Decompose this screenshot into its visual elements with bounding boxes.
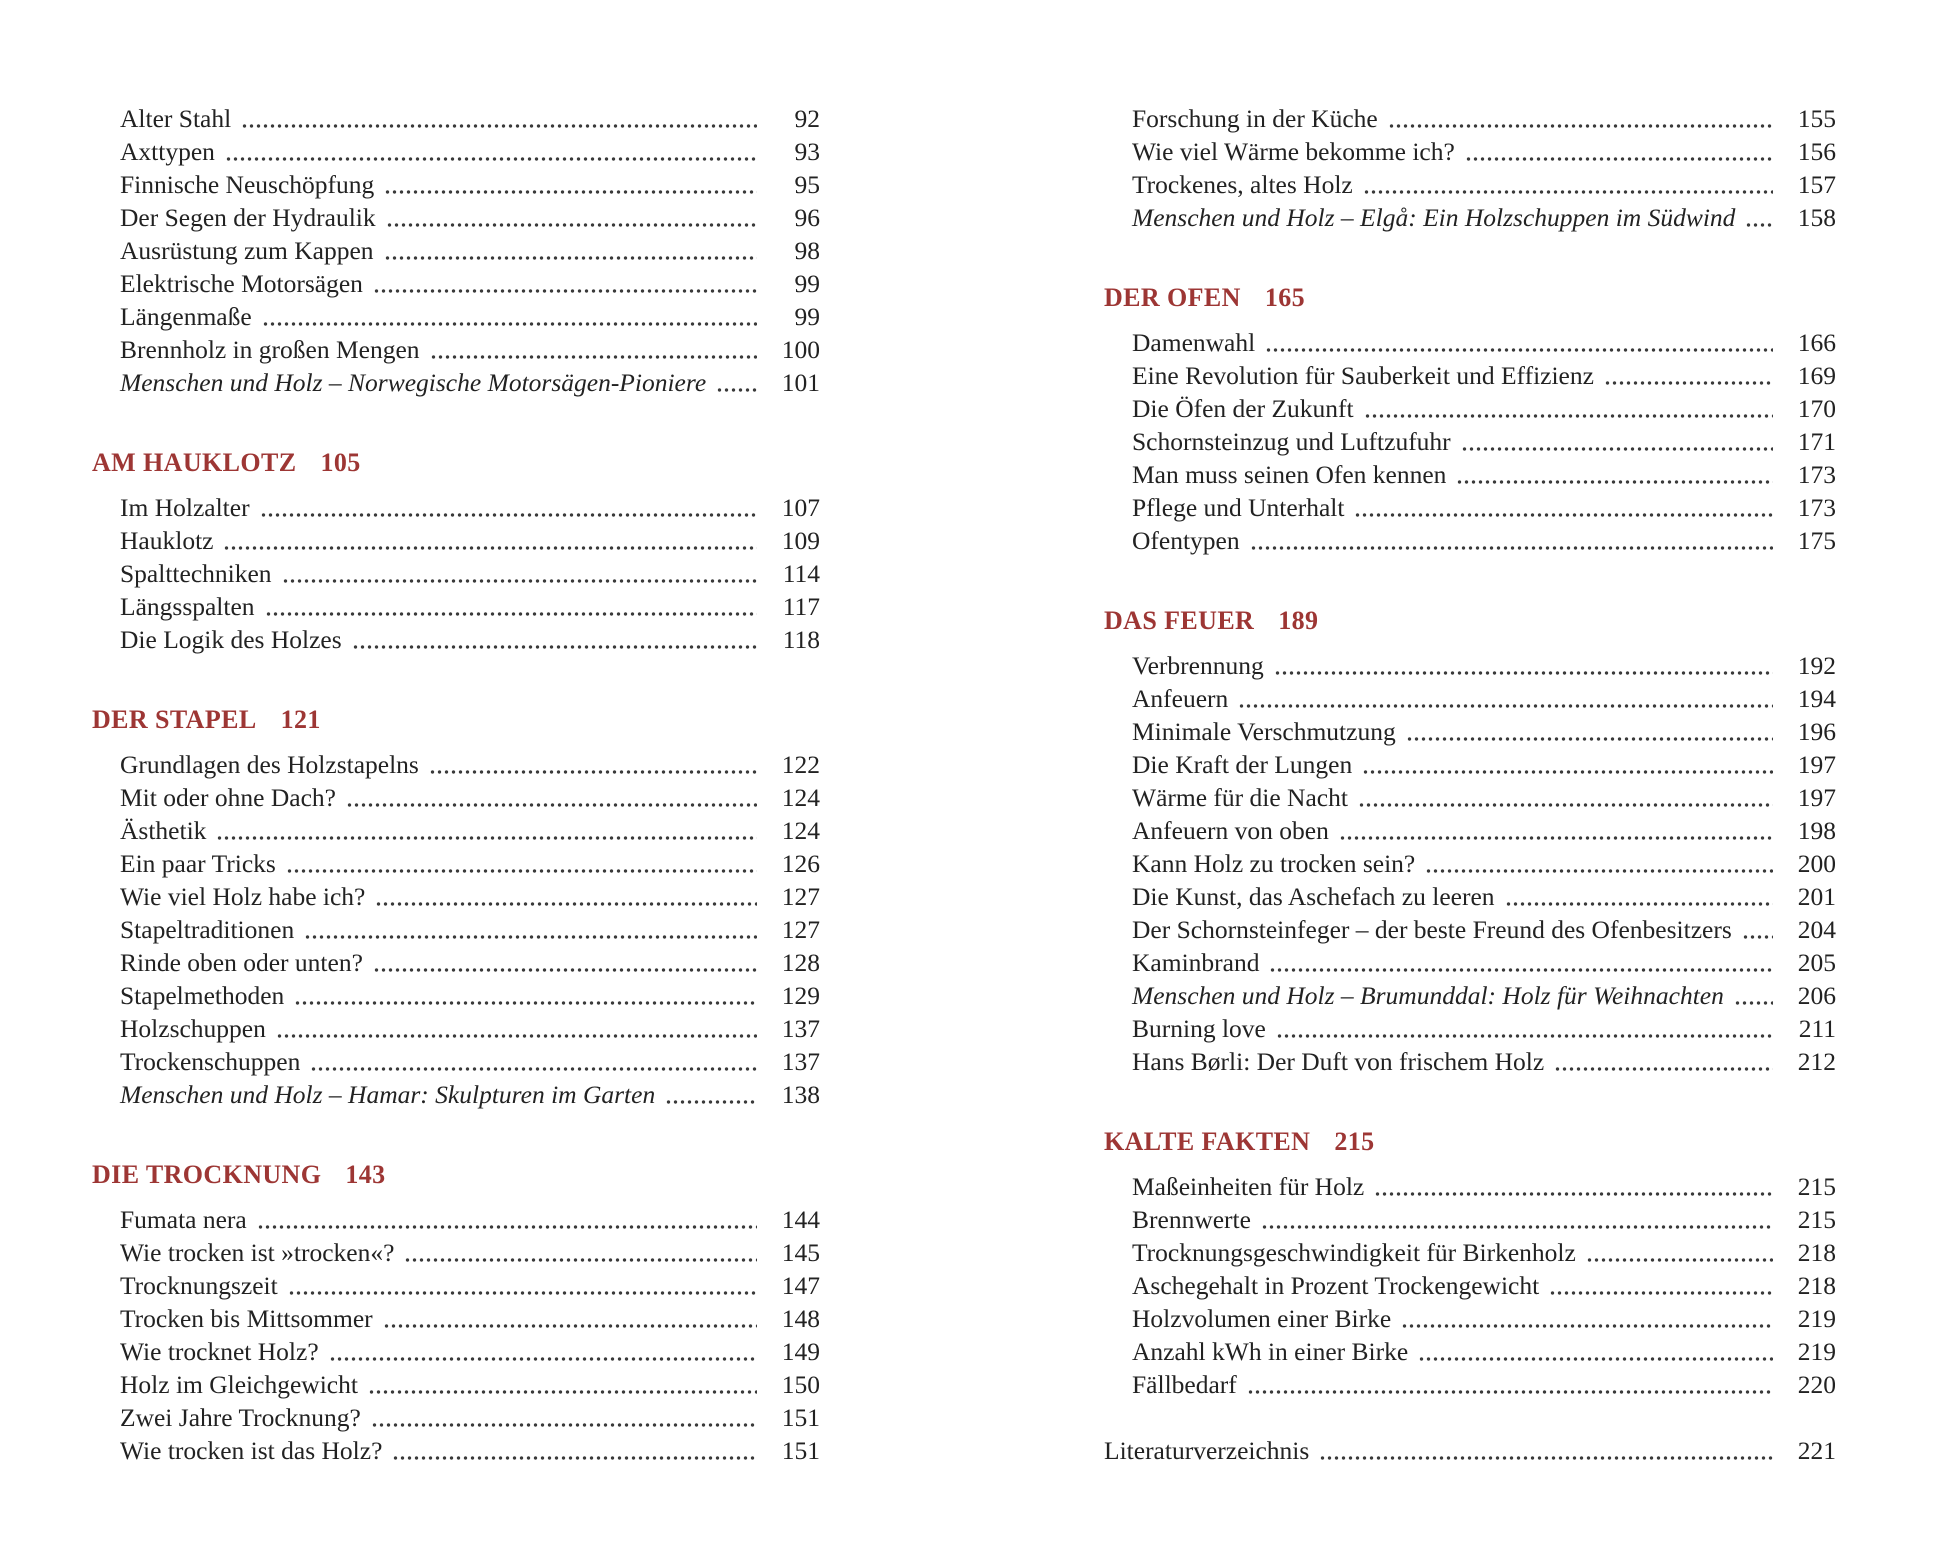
toc-entry	[1104, 781, 1836, 814]
toc-entry	[92, 748, 820, 781]
dotted-leader	[386, 223, 757, 227]
dotted-leader	[1358, 803, 1773, 807]
dotted-leader	[1364, 414, 1773, 418]
toc-entry-label: Die Öfen der Zukunft	[1132, 394, 1354, 423]
toc-entry-label: Fumata nera	[120, 1205, 247, 1234]
toc-section-items	[92, 1203, 820, 1467]
toc-entry	[1104, 1434, 1836, 1467]
toc-entry-page-number: 137	[781, 1047, 820, 1076]
toc-entry	[1104, 135, 1836, 168]
dotted-leader	[1388, 124, 1773, 128]
dotted-leader	[373, 289, 757, 293]
toc-entry-page-number: 118	[782, 625, 820, 654]
toc-entry	[92, 135, 820, 168]
dotted-leader	[260, 513, 757, 517]
toc-section-header	[92, 703, 820, 736]
dotted-leader	[1425, 869, 1773, 873]
toc-section-header	[1104, 604, 1836, 637]
toc-entry	[1104, 326, 1836, 359]
toc-entry-page-number: 201	[1797, 882, 1836, 911]
toc-entry	[92, 847, 820, 880]
toc-entry-page-number: 218	[1797, 1271, 1836, 1300]
toc-entry	[1104, 1335, 1836, 1368]
toc-section-title: DAS FEUER	[1104, 606, 1255, 635]
dotted-leader	[1554, 1067, 1773, 1071]
toc-entry-page-number: 145	[781, 1238, 820, 1267]
toc-item-group	[1104, 102, 1836, 234]
toc-entry-label: Der Schornsteinfeger – der beste Freund des Ofenbesitzers	[1132, 915, 1732, 944]
toc-entry	[92, 623, 820, 656]
dotted-leader	[665, 1100, 757, 1104]
toc-entry-label: Alter Stahl	[120, 104, 232, 133]
toc-entry	[92, 880, 820, 913]
toc-entry	[1104, 1045, 1836, 1078]
toc-entry-page-number: 194	[1797, 684, 1836, 713]
toc-section-title: DER STAPEL	[92, 705, 257, 734]
toc-entry	[1104, 649, 1836, 682]
toc-entry-label: Die Kunst, das Aschefach zu leeren	[1132, 882, 1495, 911]
toc-entry	[92, 201, 820, 234]
dotted-leader	[1742, 935, 1773, 939]
toc-entry-page-number: 151	[781, 1436, 820, 1465]
toc-entry	[1104, 715, 1836, 748]
toc-entry-page-number: 221	[1797, 1436, 1836, 1465]
toc-entry-page-number: 173	[1797, 493, 1836, 522]
toc-entry-page-number: 114	[782, 559, 820, 588]
toc-entry	[92, 168, 820, 201]
toc-entry-page-number: 109	[781, 526, 820, 555]
toc-entry	[92, 366, 820, 399]
toc-entry-label: Menschen und Holz – Elgå: Ein Holzschuppen im Südwind	[1132, 203, 1736, 232]
toc-entry-label: Man muss seinen Ofen kennen	[1132, 460, 1447, 489]
toc-entry-page-number: 158	[1797, 203, 1836, 232]
toc-entry-page-number: 212	[1797, 1047, 1836, 1076]
toc-entry	[92, 1302, 820, 1335]
toc-section-items	[92, 491, 820, 656]
toc-entry	[92, 102, 820, 135]
toc-entry-label: Literaturverzeichnis	[1104, 1436, 1310, 1465]
toc-section-page-number: 143	[345, 1160, 386, 1189]
toc-entry-label: Spalttechniken	[120, 559, 272, 588]
dotted-leader	[262, 322, 757, 326]
toc-entry-label: Fällbedarf	[1132, 1370, 1237, 1399]
dotted-leader	[1418, 1357, 1773, 1361]
toc-entry-label: Stapeltraditionen	[120, 915, 295, 944]
dotted-leader	[430, 355, 757, 359]
toc-entry	[92, 1401, 820, 1434]
dotted-leader	[1269, 968, 1773, 972]
toc-entry	[1104, 1368, 1836, 1401]
toc-entry	[92, 1269, 820, 1302]
toc-entry-label: Hauklotz	[120, 526, 214, 555]
toc-section-title: DIE TROCKNUNG	[92, 1160, 322, 1189]
toc-entry-label: Trockenes, altes Holz	[1132, 170, 1353, 199]
dotted-leader	[225, 157, 757, 161]
toc-entry	[92, 1236, 820, 1269]
toc-entry-label: Menschen und Holz – Hamar: Skulpturen im Garten	[120, 1080, 656, 1109]
dotted-leader	[1374, 1192, 1773, 1196]
toc-entry-label: Kaminbrand	[1132, 948, 1260, 977]
toc-entry-label: Axttypen	[120, 137, 215, 166]
toc-entry	[92, 300, 820, 333]
toc-entry	[1104, 168, 1836, 201]
toc-entry-page-number: 137	[781, 1014, 820, 1043]
toc-entry-page-number: 117	[782, 592, 820, 621]
toc-section-page-number: 121	[280, 705, 321, 734]
toc-entry-label: Rinde oben oder unten?	[120, 948, 363, 977]
toc-entry-label: Stapelmethoden	[120, 981, 285, 1010]
toc-entry-label: Trocknungszeit	[120, 1271, 278, 1300]
toc-entry	[1104, 1302, 1836, 1335]
toc-entry-page-number: 219	[1797, 1304, 1836, 1333]
toc-entry-label: Burning love	[1132, 1014, 1266, 1043]
toc-entry-label: Wie trocknet Holz?	[120, 1337, 319, 1366]
toc-left-column	[92, 102, 820, 1467]
dotted-leader	[384, 190, 757, 194]
toc-entry-page-number: 157	[1797, 170, 1836, 199]
toc-entry-page-number: 215	[1797, 1205, 1836, 1234]
toc-section-title: DER OFEN	[1104, 283, 1241, 312]
toc-entry-page-number: 96	[794, 203, 820, 232]
toc-entry	[92, 557, 820, 590]
dotted-leader	[1734, 1001, 1773, 1005]
dotted-leader	[1238, 704, 1773, 708]
toc-entry	[1104, 946, 1836, 979]
toc-entry-label: Brennwerte	[1132, 1205, 1251, 1234]
dotted-leader	[1461, 447, 1773, 451]
toc-entry	[92, 1045, 820, 1078]
dotted-leader	[1247, 1390, 1773, 1394]
dotted-leader	[404, 1258, 757, 1262]
toc-entry	[1104, 359, 1836, 392]
toc-entry-page-number: 206	[1797, 981, 1836, 1010]
toc-entry	[92, 1203, 820, 1236]
toc-entry-label: Zwei Jahre Trocknung?	[120, 1403, 361, 1432]
dotted-leader	[1549, 1291, 1773, 1295]
toc-entry	[1104, 425, 1836, 458]
toc-entry-page-number: 197	[1797, 750, 1836, 779]
toc-entry-label: Brennholz in großen Mengen	[120, 335, 420, 364]
toc-entry-label: Grundlagen des Holzstapelns	[120, 750, 419, 779]
toc-section-items	[1104, 1170, 1836, 1401]
dotted-leader	[1456, 480, 1773, 484]
toc-entry-label: Trockenschuppen	[120, 1047, 301, 1076]
toc-section-header	[92, 1158, 820, 1191]
toc-entry-page-number: 198	[1797, 816, 1836, 845]
toc-entry	[1104, 814, 1836, 847]
dotted-leader	[1339, 836, 1773, 840]
dotted-leader	[1261, 1225, 1773, 1229]
dotted-leader	[1745, 223, 1773, 227]
toc-entry	[1104, 392, 1836, 425]
dotted-leader	[1505, 902, 1773, 906]
toc-entry-label: Wärme für die Nacht	[1132, 783, 1348, 812]
toc-entry-label: Kann Holz zu trocken sein?	[1132, 849, 1416, 878]
toc-entry-page-number: 129	[781, 981, 820, 1010]
toc-entry-page-number: 99	[794, 269, 820, 298]
toc-entry-label: Wie trocken ist »trocken«?	[120, 1238, 395, 1267]
toc-entry-page-number: 144	[781, 1205, 820, 1234]
toc-entry-page-number: 215	[1797, 1172, 1836, 1201]
dotted-leader	[276, 1034, 757, 1038]
toc-entry-label: Trocknungsgeschwindigkeit für Birkenholz	[1132, 1238, 1576, 1267]
toc-entry-label: Damenwahl	[1132, 328, 1256, 357]
toc-entry-page-number: 147	[781, 1271, 820, 1300]
toc-entry	[92, 524, 820, 557]
dotted-leader	[1363, 190, 1773, 194]
toc-section-header	[1104, 1125, 1836, 1158]
dotted-leader	[429, 770, 757, 774]
toc-entry-page-number: 205	[1797, 948, 1836, 977]
toc-entry-label: Holz im Gleichgewicht	[120, 1370, 358, 1399]
toc-entry-page-number: 220	[1797, 1370, 1836, 1399]
toc-entry	[1104, 913, 1836, 946]
toc-section-header	[92, 446, 820, 479]
dotted-leader	[1362, 770, 1773, 774]
toc-entry-page-number: 211	[1798, 1014, 1836, 1043]
toc-entry	[92, 946, 820, 979]
toc-entry-page-number: 151	[781, 1403, 820, 1432]
toc-entry-label: Anzahl kWh in einer Birke	[1132, 1337, 1409, 1366]
toc-entry-label: Maßeinheiten für Holz	[1132, 1172, 1365, 1201]
toc-section-page-number: 165	[1264, 283, 1306, 312]
toc-entry-page-number: 149	[781, 1337, 820, 1366]
toc-entry-page-number: 173	[1797, 460, 1836, 489]
dotted-leader	[383, 1324, 757, 1328]
toc-entry-page-number: 171	[1797, 427, 1836, 456]
dotted-leader	[304, 935, 757, 939]
toc-item-group	[92, 102, 820, 399]
toc-entry-page-number: 155	[1797, 104, 1836, 133]
toc-entry-page-number: 138	[781, 1080, 820, 1109]
dotted-leader	[310, 1067, 757, 1071]
toc-entry-label: Ofentypen	[1132, 526, 1240, 555]
toc-entry-page-number: 95	[794, 170, 820, 199]
toc-entry-page-number: 156	[1797, 137, 1836, 166]
dotted-leader	[716, 388, 757, 392]
dotted-leader	[1250, 546, 1773, 550]
toc-entry-page-number: 175	[1797, 526, 1836, 555]
toc-entry-page-number: 127	[781, 915, 820, 944]
toc-entry-page-number: 92	[794, 104, 820, 133]
toc-entry-page-number: 169	[1797, 361, 1836, 390]
dotted-leader	[286, 869, 757, 873]
dotted-leader	[346, 803, 757, 807]
toc-entry-label: Der Segen der Hydraulik	[120, 203, 376, 232]
dotted-leader	[216, 836, 757, 840]
dotted-leader	[368, 1390, 757, 1394]
toc-entry-label: Die Logik des Holzes	[120, 625, 342, 654]
toc-entry-page-number: 197	[1797, 783, 1836, 812]
dotted-leader	[1465, 157, 1773, 161]
dotted-leader	[1604, 381, 1773, 385]
toc-entry	[92, 234, 820, 267]
toc-entry-page-number: 107	[781, 493, 820, 522]
toc-section-page-number: 189	[1278, 606, 1319, 635]
toc-entry-label: Minimale Verschmutzung	[1132, 717, 1396, 746]
toc-entry	[92, 1434, 820, 1467]
toc-entry	[1104, 491, 1836, 524]
toc-entry-label: Trocken bis Mittsommer	[120, 1304, 373, 1333]
toc-item-group	[1104, 1434, 1836, 1467]
toc-entry-label: Längsspalten	[120, 592, 255, 621]
toc-entry-page-number: 101	[781, 368, 820, 397]
dotted-leader	[1586, 1258, 1773, 1262]
toc-section-title: KALTE FAKTEN	[1104, 1127, 1311, 1156]
dotted-leader	[1354, 513, 1773, 517]
dotted-leader	[1406, 737, 1773, 741]
toc-entry-label: Die Kraft der Lungen	[1132, 750, 1353, 779]
toc-entry-page-number: 150	[781, 1370, 820, 1399]
toc-section-items	[92, 748, 820, 1111]
toc-entry-label: Eine Revolution für Sauberkeit und Effizienz	[1132, 361, 1594, 390]
toc-entry	[92, 1335, 820, 1368]
dotted-leader	[1401, 1324, 1773, 1328]
toc-entry	[92, 333, 820, 366]
toc-section-items	[1104, 649, 1836, 1078]
toc-entry-page-number: 122	[781, 750, 820, 779]
dotted-leader	[352, 645, 757, 649]
dotted-leader	[257, 1225, 757, 1229]
toc-entry-label: Finnische Neuschöpfung	[120, 170, 375, 199]
toc-entry-label: Menschen und Holz – Norwegische Motorsägen-Pioniere	[120, 368, 707, 397]
toc-entry-page-number: 124	[781, 783, 820, 812]
toc-entry-label: Holzvolumen einer Birke	[1132, 1304, 1392, 1333]
toc-entry	[92, 267, 820, 300]
toc-entry-page-number: 124	[781, 816, 820, 845]
toc-entry	[1104, 748, 1836, 781]
dotted-leader	[223, 546, 757, 550]
toc-entry-label: Ausrüstung zum Kappen	[120, 236, 374, 265]
toc-entry-label: Menschen und Holz – Brumunddal: Holz für Weihnachten	[1132, 981, 1724, 1010]
toc-entry-page-number: 99	[794, 302, 820, 331]
toc-entry-page-number: 98	[794, 236, 820, 265]
toc-entry	[1104, 1170, 1836, 1203]
toc-entry-page-number: 200	[1797, 849, 1836, 878]
dotted-leader	[392, 1456, 757, 1460]
toc-entry-label: Hans Børli: Der Duft von frischem Holz	[1132, 1047, 1545, 1076]
toc-entry-label: Ein paar Tricks	[120, 849, 276, 878]
toc-entry-label: Elektrische Motorsägen	[120, 269, 363, 298]
toc-entry-label: Im Holzalter	[120, 493, 250, 522]
toc-entry-page-number: 127	[781, 882, 820, 911]
toc-entry	[1104, 201, 1836, 234]
toc-entry-label: Anfeuern	[1132, 684, 1229, 713]
toc-entry	[1104, 682, 1836, 715]
dotted-leader	[1274, 671, 1773, 675]
toc-entry	[92, 491, 820, 524]
dotted-leader	[288, 1291, 757, 1295]
dotted-leader	[294, 1001, 757, 1005]
dotted-leader	[265, 612, 757, 616]
toc-section-page-number: 215	[1334, 1127, 1375, 1156]
toc-entry-label: Schornsteinzug und Luftzufuhr	[1132, 427, 1451, 456]
toc-entry	[1104, 847, 1836, 880]
toc-entry	[1104, 458, 1836, 491]
dotted-leader	[375, 902, 757, 906]
toc-entry	[1104, 524, 1836, 557]
toc-entry-page-number: 196	[1797, 717, 1836, 746]
dotted-leader	[384, 256, 757, 260]
toc-entry	[1104, 880, 1836, 913]
toc-entry	[1104, 979, 1836, 1012]
toc-entry-label: Verbrennung	[1132, 651, 1264, 680]
toc-entry	[1104, 1203, 1836, 1236]
toc-entry-label: Wie trocken ist das Holz?	[120, 1436, 383, 1465]
toc-entry-page-number: 93	[794, 137, 820, 166]
toc-entry-page-number: 204	[1797, 915, 1836, 944]
toc-entry	[92, 814, 820, 847]
toc-entry-label: Mit oder ohne Dach?	[120, 783, 336, 812]
toc-entry-label: Aschegehalt in Prozent Trockengewicht	[1132, 1271, 1540, 1300]
toc-entry-page-number: 219	[1797, 1337, 1836, 1366]
toc-entry	[92, 1012, 820, 1045]
toc-entry	[92, 590, 820, 623]
dotted-leader	[373, 968, 757, 972]
toc-entry-label: Wie viel Holz habe ich?	[120, 882, 366, 911]
toc-entry	[92, 1078, 820, 1111]
toc-entry	[1104, 1012, 1836, 1045]
toc-entry-label: Holzschuppen	[120, 1014, 266, 1043]
toc-entry	[1104, 1236, 1836, 1269]
toc-entry-page-number: 128	[781, 948, 820, 977]
toc-section-header	[1104, 281, 1836, 314]
toc-entry	[92, 913, 820, 946]
toc-entry-page-number: 170	[1797, 394, 1836, 423]
toc-entry-label: Längenmaße	[120, 302, 252, 331]
toc-entry	[92, 979, 820, 1012]
dotted-leader	[241, 124, 757, 128]
toc-entry-page-number: 148	[781, 1304, 820, 1333]
dotted-leader	[1276, 1034, 1773, 1038]
toc-entry-label: Anfeuern von oben	[1132, 816, 1329, 845]
toc-section-title: AM HAUKLOTZ	[92, 448, 297, 477]
toc-entry	[1104, 102, 1836, 135]
toc-entry	[1104, 1269, 1836, 1302]
toc-entry-label: Forschung in der Küche	[1132, 104, 1378, 133]
toc-entry-page-number: 218	[1797, 1238, 1836, 1267]
toc-entry-label: Wie viel Wärme bekomme ich?	[1132, 137, 1455, 166]
dotted-leader	[1265, 348, 1773, 352]
toc-entry-page-number: 166	[1797, 328, 1836, 357]
toc-section-page-number: 105	[320, 448, 361, 477]
toc-entry-label: Ästhetik	[120, 816, 207, 845]
toc-entry	[92, 1368, 820, 1401]
dotted-leader	[329, 1357, 757, 1361]
toc-entry-label: Pflege und Unterhalt	[1132, 493, 1345, 522]
toc-section-items	[1104, 326, 1836, 557]
dotted-leader	[1319, 1456, 1773, 1460]
toc-entry-page-number: 100	[781, 335, 820, 364]
toc-entry-page-number: 192	[1797, 651, 1836, 680]
toc-entry-page-number: 126	[781, 849, 820, 878]
dotted-leader	[282, 579, 757, 583]
dotted-leader	[371, 1423, 757, 1427]
toc-right-column	[1104, 102, 1836, 1467]
toc-entry	[92, 781, 820, 814]
